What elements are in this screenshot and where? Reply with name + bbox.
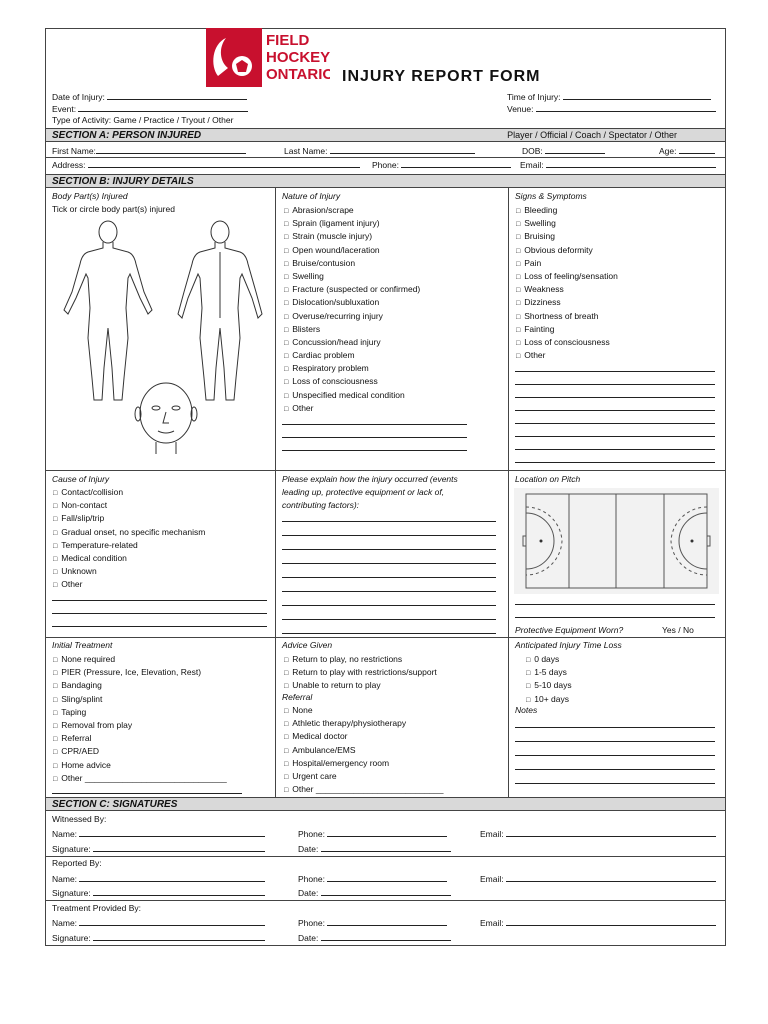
signs-item[interactable]: □ Weakness <box>516 283 618 296</box>
person-role-options[interactable]: Player / Official / Coach / Spectator / Other <box>507 130 677 140</box>
nature-item[interactable]: □ Dislocation/subluxation <box>284 296 420 309</box>
nature-item[interactable]: □ Concussion/head injury <box>284 336 420 349</box>
witness-date-field[interactable] <box>298 843 451 854</box>
email-field[interactable] <box>520 159 716 170</box>
section-c-title: SECTION C: SIGNATURES <box>52 799 178 810</box>
column-divider-right <box>508 188 509 797</box>
reporter-phone-field[interactable] <box>298 873 447 884</box>
cause-list <box>53 486 205 592</box>
row-divider-2 <box>46 637 725 638</box>
advice-item[interactable]: □ Return to play, no restrictions <box>284 653 437 666</box>
cause-item[interactable]: □ Contact/collision <box>53 486 205 499</box>
cause-item[interactable]: □ Non-contact <box>53 499 205 512</box>
referral-item[interactable]: □ Ambulance/EMS <box>284 744 444 757</box>
timeloss-list <box>526 653 572 706</box>
cause-item[interactable]: □ Medical condition <box>53 552 205 565</box>
reporter-date-field[interactable] <box>298 887 451 898</box>
signs-item[interactable]: □ Loss of consciousness <box>516 336 618 349</box>
treatment-list <box>53 653 227 785</box>
date-label: Date of Injury: <box>52 92 105 102</box>
signature-divider <box>46 856 725 857</box>
explain-heading-2: leading up, protective equipment or lack of, <box>282 487 445 497</box>
reporter-signature-field[interactable] <box>52 887 265 898</box>
logo-line3: ONTARIO <box>266 66 330 83</box>
signature-divider <box>46 900 725 901</box>
time-of-injury-field[interactable] <box>507 91 711 102</box>
nature-item[interactable]: □ Abrasion/scrape <box>284 204 420 217</box>
venue-field[interactable] <box>507 103 716 114</box>
field-hockey-ontario-logo <box>206 28 330 87</box>
row-divider-1 <box>46 470 725 471</box>
referral-item[interactable]: □ Other ___________________________ <box>284 783 444 796</box>
phone-label: Phone: <box>298 874 325 884</box>
signs-item[interactable]: □ Obvious deformity <box>516 244 618 257</box>
nature-other-lines[interactable] <box>282 414 467 451</box>
nature-item[interactable]: □ Fracture (suspected or confirmed) <box>284 283 420 296</box>
nature-heading: Nature of Injury <box>282 191 341 201</box>
cause-item[interactable]: □ Temperature-related <box>53 539 205 552</box>
pitch-diagram[interactable] <box>514 488 719 594</box>
referral-item[interactable]: □ Athletic therapy/physiotherapy <box>284 717 444 730</box>
provider-date-field[interactable] <box>298 932 451 943</box>
witness-phone-field[interactable] <box>298 828 447 839</box>
signs-item[interactable]: □ Bleeding <box>516 204 618 217</box>
section-b-title: SECTION B: INJURY DETAILS <box>52 176 194 187</box>
referral-heading: Referral <box>282 692 313 702</box>
nature-item[interactable]: □ Cardiac problem <box>284 349 420 362</box>
cause-item[interactable]: □ Other <box>53 578 205 591</box>
time-label: Time of Injury: <box>507 92 561 102</box>
nature-item[interactable]: □ Bruise/contusion <box>284 257 420 270</box>
last-name-field[interactable] <box>284 145 475 156</box>
event-field[interactable] <box>52 103 248 114</box>
body-parts-instruction: Tick or circle body part(s) injured <box>52 204 175 214</box>
explain-heading-1: Please explain how the injury occurred (events <box>282 474 458 484</box>
age-label: Age: <box>659 146 677 156</box>
explain-heading-3: contributing factors): <box>282 500 360 510</box>
treatment-provider-heading: Treatment Provided By: <box>52 903 141 913</box>
referral-list <box>284 704 444 796</box>
cause-other-lines[interactable] <box>52 592 267 627</box>
phone-label: Phone: <box>372 160 399 170</box>
treatment-item[interactable]: □ Home advice <box>53 759 227 772</box>
logo-line1: FIELD <box>266 32 310 49</box>
treatment-item[interactable]: □ CPR/AED <box>53 745 227 758</box>
referral-item[interactable]: □ None <box>284 704 444 717</box>
location-lines[interactable] <box>515 596 715 618</box>
signature-label: Signature: <box>52 844 91 854</box>
signs-list <box>516 204 618 362</box>
event-label: Event: <box>52 104 77 114</box>
section-c-header <box>46 797 725 811</box>
provider-name-field[interactable] <box>52 917 265 928</box>
section-b-header <box>46 174 725 188</box>
reported-heading: Reported By: <box>52 858 102 868</box>
treatment-item[interactable]: □ PIER (Pressure, Ice, Elevation, Rest) <box>53 666 227 679</box>
email-label: Email: <box>520 160 544 170</box>
signs-item[interactable]: □ Swelling <box>516 217 618 230</box>
body-back-figure <box>178 221 262 400</box>
reporter-email-field[interactable] <box>480 873 716 884</box>
nature-item[interactable]: □ Sprain (ligament injury) <box>284 217 420 230</box>
body-front-figure <box>64 221 152 400</box>
nature-item[interactable]: □ Swelling <box>284 270 420 283</box>
section-a-title: SECTION A: PERSON INJURED <box>52 130 202 141</box>
signs-item[interactable]: □ Bruising <box>516 230 618 243</box>
first-name-field[interactable] <box>52 145 246 156</box>
treatment-item[interactable]: □ Removal from play <box>53 719 227 732</box>
last-name-label: Last Name: <box>284 146 328 156</box>
timeloss-item[interactable]: □ 1-5 days <box>526 666 572 679</box>
advice-heading: Advice Given <box>282 640 333 650</box>
nature-item[interactable]: □ Respiratory problem <box>284 362 420 375</box>
cause-heading: Cause of Injury <box>52 474 110 484</box>
logo-line2: HOCKEY <box>266 49 330 66</box>
first-name-label: First Name: <box>52 146 96 156</box>
nature-list <box>284 204 420 415</box>
phone-label: Phone: <box>298 829 325 839</box>
treatment-item[interactable]: □ Sling/splint <box>53 693 227 706</box>
email-label: Email: <box>480 918 504 928</box>
name-label: Name: <box>52 918 78 928</box>
nature-item[interactable]: □ Unspecified medical condition <box>284 389 420 402</box>
signs-item[interactable]: □ Pain <box>516 257 618 270</box>
name-label: Name: <box>52 874 78 884</box>
notes-heading: Notes <box>515 705 538 715</box>
referral-item[interactable]: □ Medical doctor <box>284 730 444 743</box>
date-of-injury-field[interactable] <box>52 91 247 102</box>
signs-item[interactable]: □ Shortness of breath <box>516 310 618 323</box>
date-label: Date: <box>298 844 319 854</box>
witness-name-field[interactable] <box>52 828 265 839</box>
logo-icon <box>206 28 330 87</box>
signs-other-lines[interactable] <box>515 362 715 463</box>
treatment-extra-line[interactable] <box>52 793 242 794</box>
page-title: INJURY REPORT FORM <box>342 68 541 85</box>
activity-type[interactable]: Type of Activity: Game / Practice / Tryout / Other <box>52 115 234 125</box>
date-label: Date: <box>298 888 319 898</box>
dob-label: DOB: <box>522 146 543 156</box>
nature-item[interactable]: □ Other <box>284 402 420 415</box>
name-label: Name: <box>52 829 78 839</box>
treatment-item[interactable]: □ Taping <box>53 706 227 719</box>
notes-lines[interactable] <box>515 718 715 784</box>
explain-lines[interactable] <box>282 512 496 634</box>
cause-item[interactable]: □ Gradual onset, no specific mechanism <box>53 526 205 539</box>
email-label: Email: <box>480 829 504 839</box>
nature-item[interactable]: □ Blisters <box>284 323 420 336</box>
advice-item[interactable]: □ Return to play with restrictions/support <box>284 666 437 679</box>
cause-item[interactable]: □ Unknown <box>53 565 205 578</box>
signature-label: Signature: <box>52 888 91 898</box>
treatment-item[interactable]: □ Bandaging <box>53 679 227 692</box>
timeloss-item[interactable]: □ 5-10 days <box>526 679 572 692</box>
signs-item[interactable]: □ Dizziness <box>516 296 618 309</box>
dob-field[interactable] <box>522 145 605 156</box>
provider-signature-field[interactable] <box>52 932 265 943</box>
location-heading: Location on Pitch <box>515 474 581 484</box>
referral-item[interactable]: □ Hospital/emergency room <box>284 757 444 770</box>
treatment-item[interactable]: □ Other ______________________________ <box>53 772 227 785</box>
signs-item[interactable]: □ Loss of feeling/sensation <box>516 270 618 283</box>
section-a-header <box>46 128 725 142</box>
reporter-name-field[interactable] <box>52 873 265 884</box>
timeloss-heading: Anticipated Injury Time Loss <box>515 640 622 650</box>
nature-item[interactable]: □ Loss of consciousness <box>284 375 420 388</box>
address-label: Address: <box>52 160 86 170</box>
treatment-item[interactable]: □ None required <box>53 653 227 666</box>
signs-item[interactable]: □ Fainting <box>516 323 618 336</box>
treatment-item[interactable]: □ Referral <box>53 732 227 745</box>
provider-email-field[interactable] <box>480 917 716 928</box>
witness-signature-field[interactable] <box>52 843 265 854</box>
signs-item[interactable]: □ Other <box>516 349 618 362</box>
head-diagram <box>135 383 197 454</box>
advice-item[interactable]: □ Unable to return to play <box>284 679 437 692</box>
protective-label: Protective Equipment Worn? <box>515 625 624 635</box>
venue-label: Venue: <box>507 104 534 114</box>
phone-field[interactable] <box>372 159 511 170</box>
witness-email-field[interactable] <box>480 828 716 839</box>
nature-item[interactable]: □ Open wound/laceration <box>284 244 420 257</box>
timeloss-item[interactable]: □ 0 days <box>526 653 572 666</box>
address-field[interactable] <box>52 159 360 170</box>
nature-item[interactable]: □ Overuse/recurring injury <box>284 310 420 323</box>
phone-label: Phone: <box>298 918 325 928</box>
date-label: Date: <box>298 933 319 943</box>
timeloss-item[interactable]: □ 10+ days <box>526 693 572 706</box>
cause-item[interactable]: □ Fall/slip/trip <box>53 512 205 525</box>
column-divider-left <box>275 188 276 797</box>
body-diagram[interactable] <box>58 218 270 458</box>
age-field[interactable] <box>659 145 715 156</box>
signs-heading: Signs & Symptoms <box>515 191 587 201</box>
referral-item[interactable]: □ Urgent care <box>284 770 444 783</box>
witnessed-heading: Witnessed By: <box>52 814 107 824</box>
provider-phone-field[interactable] <box>298 917 447 928</box>
row-divider <box>46 157 725 158</box>
protective-options[interactable]: Yes / No <box>662 625 694 635</box>
advice-list <box>284 653 437 693</box>
treatment-heading: Initial Treatment <box>52 640 113 650</box>
signature-label: Signature: <box>52 933 91 943</box>
email-label: Email: <box>480 874 504 884</box>
nature-item[interactable]: □ Strain (muscle injury) <box>284 230 420 243</box>
body-parts-heading: Body Part(s) Injured <box>52 191 128 201</box>
